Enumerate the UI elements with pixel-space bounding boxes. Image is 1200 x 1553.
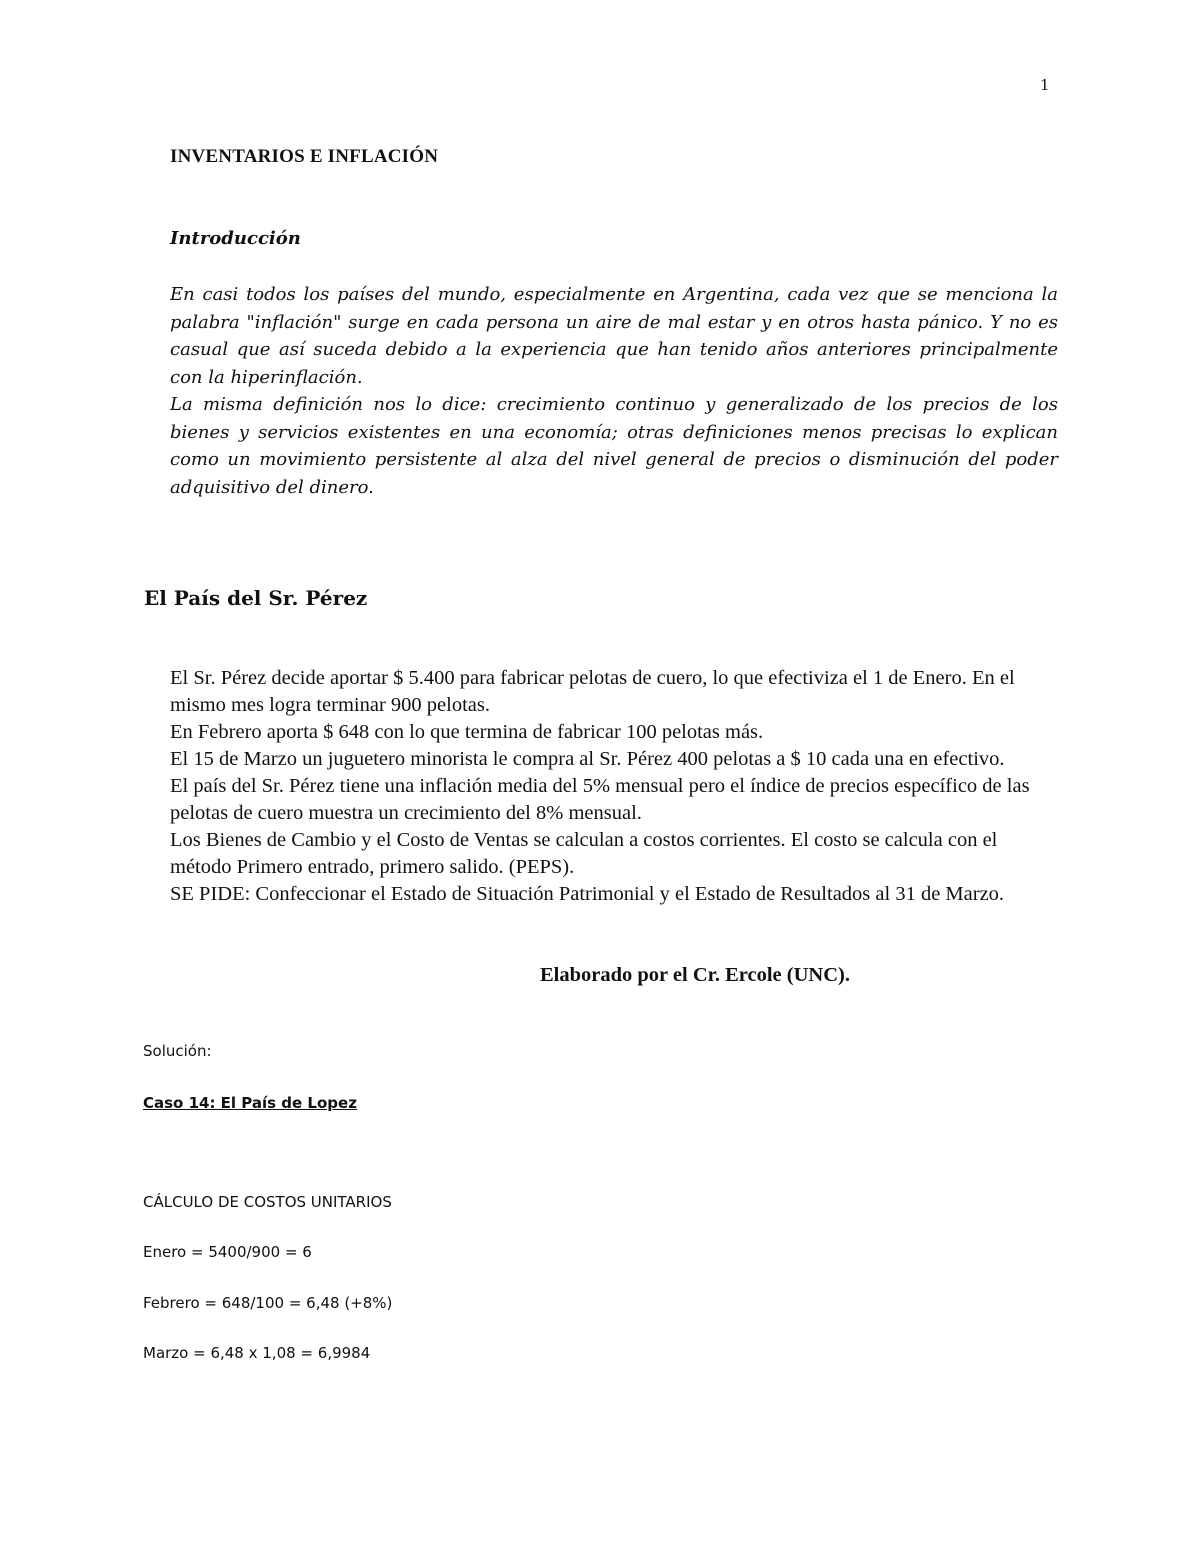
calc-line-marzo: Marzo = 6,48 x 1,08 = 6,9984: [143, 1344, 371, 1362]
case-paragraph: Los Bienes de Cambio y el Costo de Ventas se calculan a costos corrientes. El costo se calcula con el método Primero entrado, primero salido. (PEPS).: [170, 829, 998, 878]
case-paragraph: SE PIDE: Confeccionar el Estado de Situación Patrimonial y el Estado de Resultados al 31 de Marzo.: [170, 883, 1005, 905]
page-number: 1: [1040, 76, 1050, 94]
case-paragraph: El Sr. Pérez decide aportar $ 5.400 para fabricar pelotas de cuero, lo que efectiviza el 1 de Enero. En el mismo mes logra terminar 900 pelotas.: [170, 667, 1015, 716]
calc-line-febrero: Febrero = 648/100 = 6,48 (+8%): [143, 1294, 393, 1312]
introduction-text: [170, 281, 1058, 501]
author-credit: Elaborado por el Cr. Ercole (UNC).: [540, 964, 850, 986]
solution-label: Solución:: [143, 1042, 212, 1060]
calc-line-enero: Enero = 5400/900 = 6: [143, 1243, 312, 1261]
case-paragraph: El país del Sr. Pérez tiene una inflación media del 5% mensual pero el índice de precios específico de las pelotas de cuero muestra un crecimiento del 8% mensual.: [170, 775, 1030, 824]
document-title: INVENTARIOS E INFLACIÓN: [170, 146, 439, 167]
introduction-paragraph: En casi todos los países del mundo, especialmente en Argentina, cada vez que se menciona la palabra "inflación" surge en cada persona un aire de mal estar y en otros hasta pánico. Y no es casual que así suceda debido a la experiencia que han tenido años anteriores principalmente con la hiperinflación.: [170, 284, 1058, 388]
introduction-paragraph: La misma definición nos lo dice: crecimiento continuo y generalizado de los precios de los bienes y servicios existentes en una economía; otras definiciones menos precisas lo explican como un movimiento persistente al alza del nivel general de precios o disminución del poder adquisitivo del dinero.: [170, 394, 1058, 498]
case-paragraph: En Febrero aporta $ 648 con lo que termina de fabricar 100 pelotas más.: [170, 721, 764, 743]
case-statement: [170, 665, 1060, 908]
case-heading: El País del Sr. Pérez: [144, 586, 368, 610]
introduction-heading: Introducción: [170, 228, 301, 249]
case-paragraph: El 15 de Marzo un juguetero minorista le compra al Sr. Pérez 400 pelotas a $ 10 cada una en efectivo.: [170, 748, 1005, 770]
solution-case-title: Caso 14: El País de Lopez: [143, 1094, 357, 1112]
unit-costs-heading: CÁLCULO DE COSTOS UNITARIOS: [143, 1193, 392, 1211]
